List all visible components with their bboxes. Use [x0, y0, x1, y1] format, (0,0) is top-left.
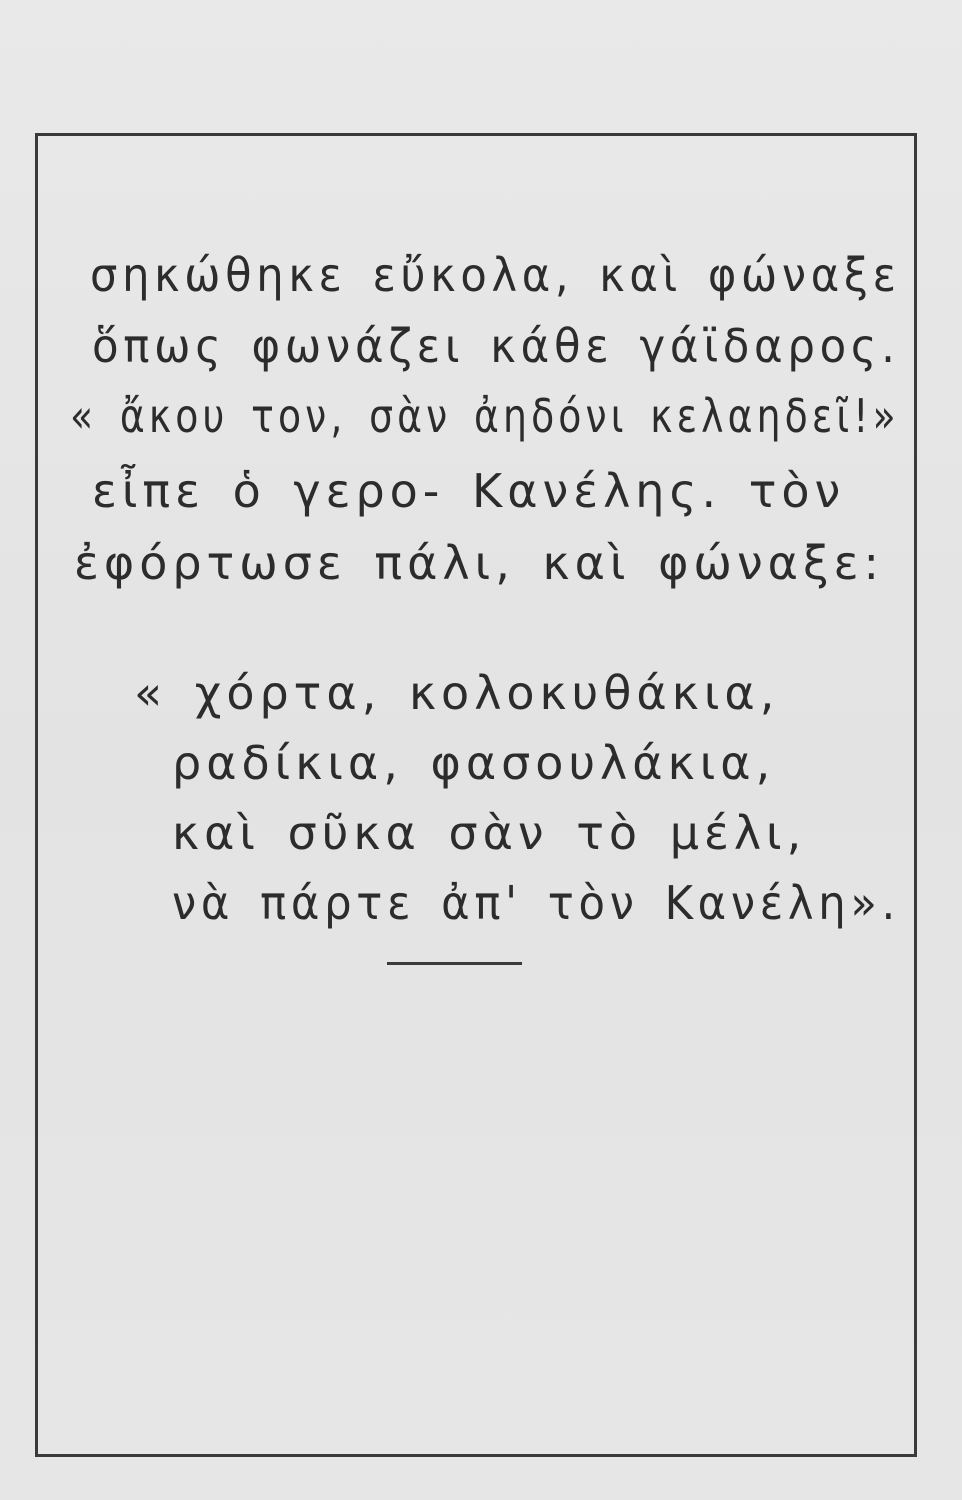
verse-line-3: καὶ σῦκα σὰν τὸ μέλι,	[172, 806, 807, 860]
prose-line-4: εἶπε ὁ γερο- Κανέλης. τὸν	[92, 464, 846, 518]
prose-line-2: ὅπως φωνάζει κάθε γάϊδαρος.	[92, 319, 900, 373]
verse-line-4: νὰ πάρτε ἀπ' τὸν Κανέλη».	[172, 876, 901, 930]
prose-line-3: « ἄκου τον, σὰν ἀηδόνι κελαηδεῖ!»	[70, 389, 900, 443]
prose-line-1: σηκώθηκε εὔκολα, καὶ φώναξε	[90, 248, 901, 302]
section-divider-rule	[387, 962, 522, 965]
verse-line-2: ραδίκια, φασουλάκια,	[172, 736, 776, 790]
prose-line-5: ἐφόρτωσε πάλι, καὶ φώναξε:	[74, 536, 884, 590]
verse-line-1: « χόρτα, κολοκυθάκια,	[134, 666, 780, 720]
